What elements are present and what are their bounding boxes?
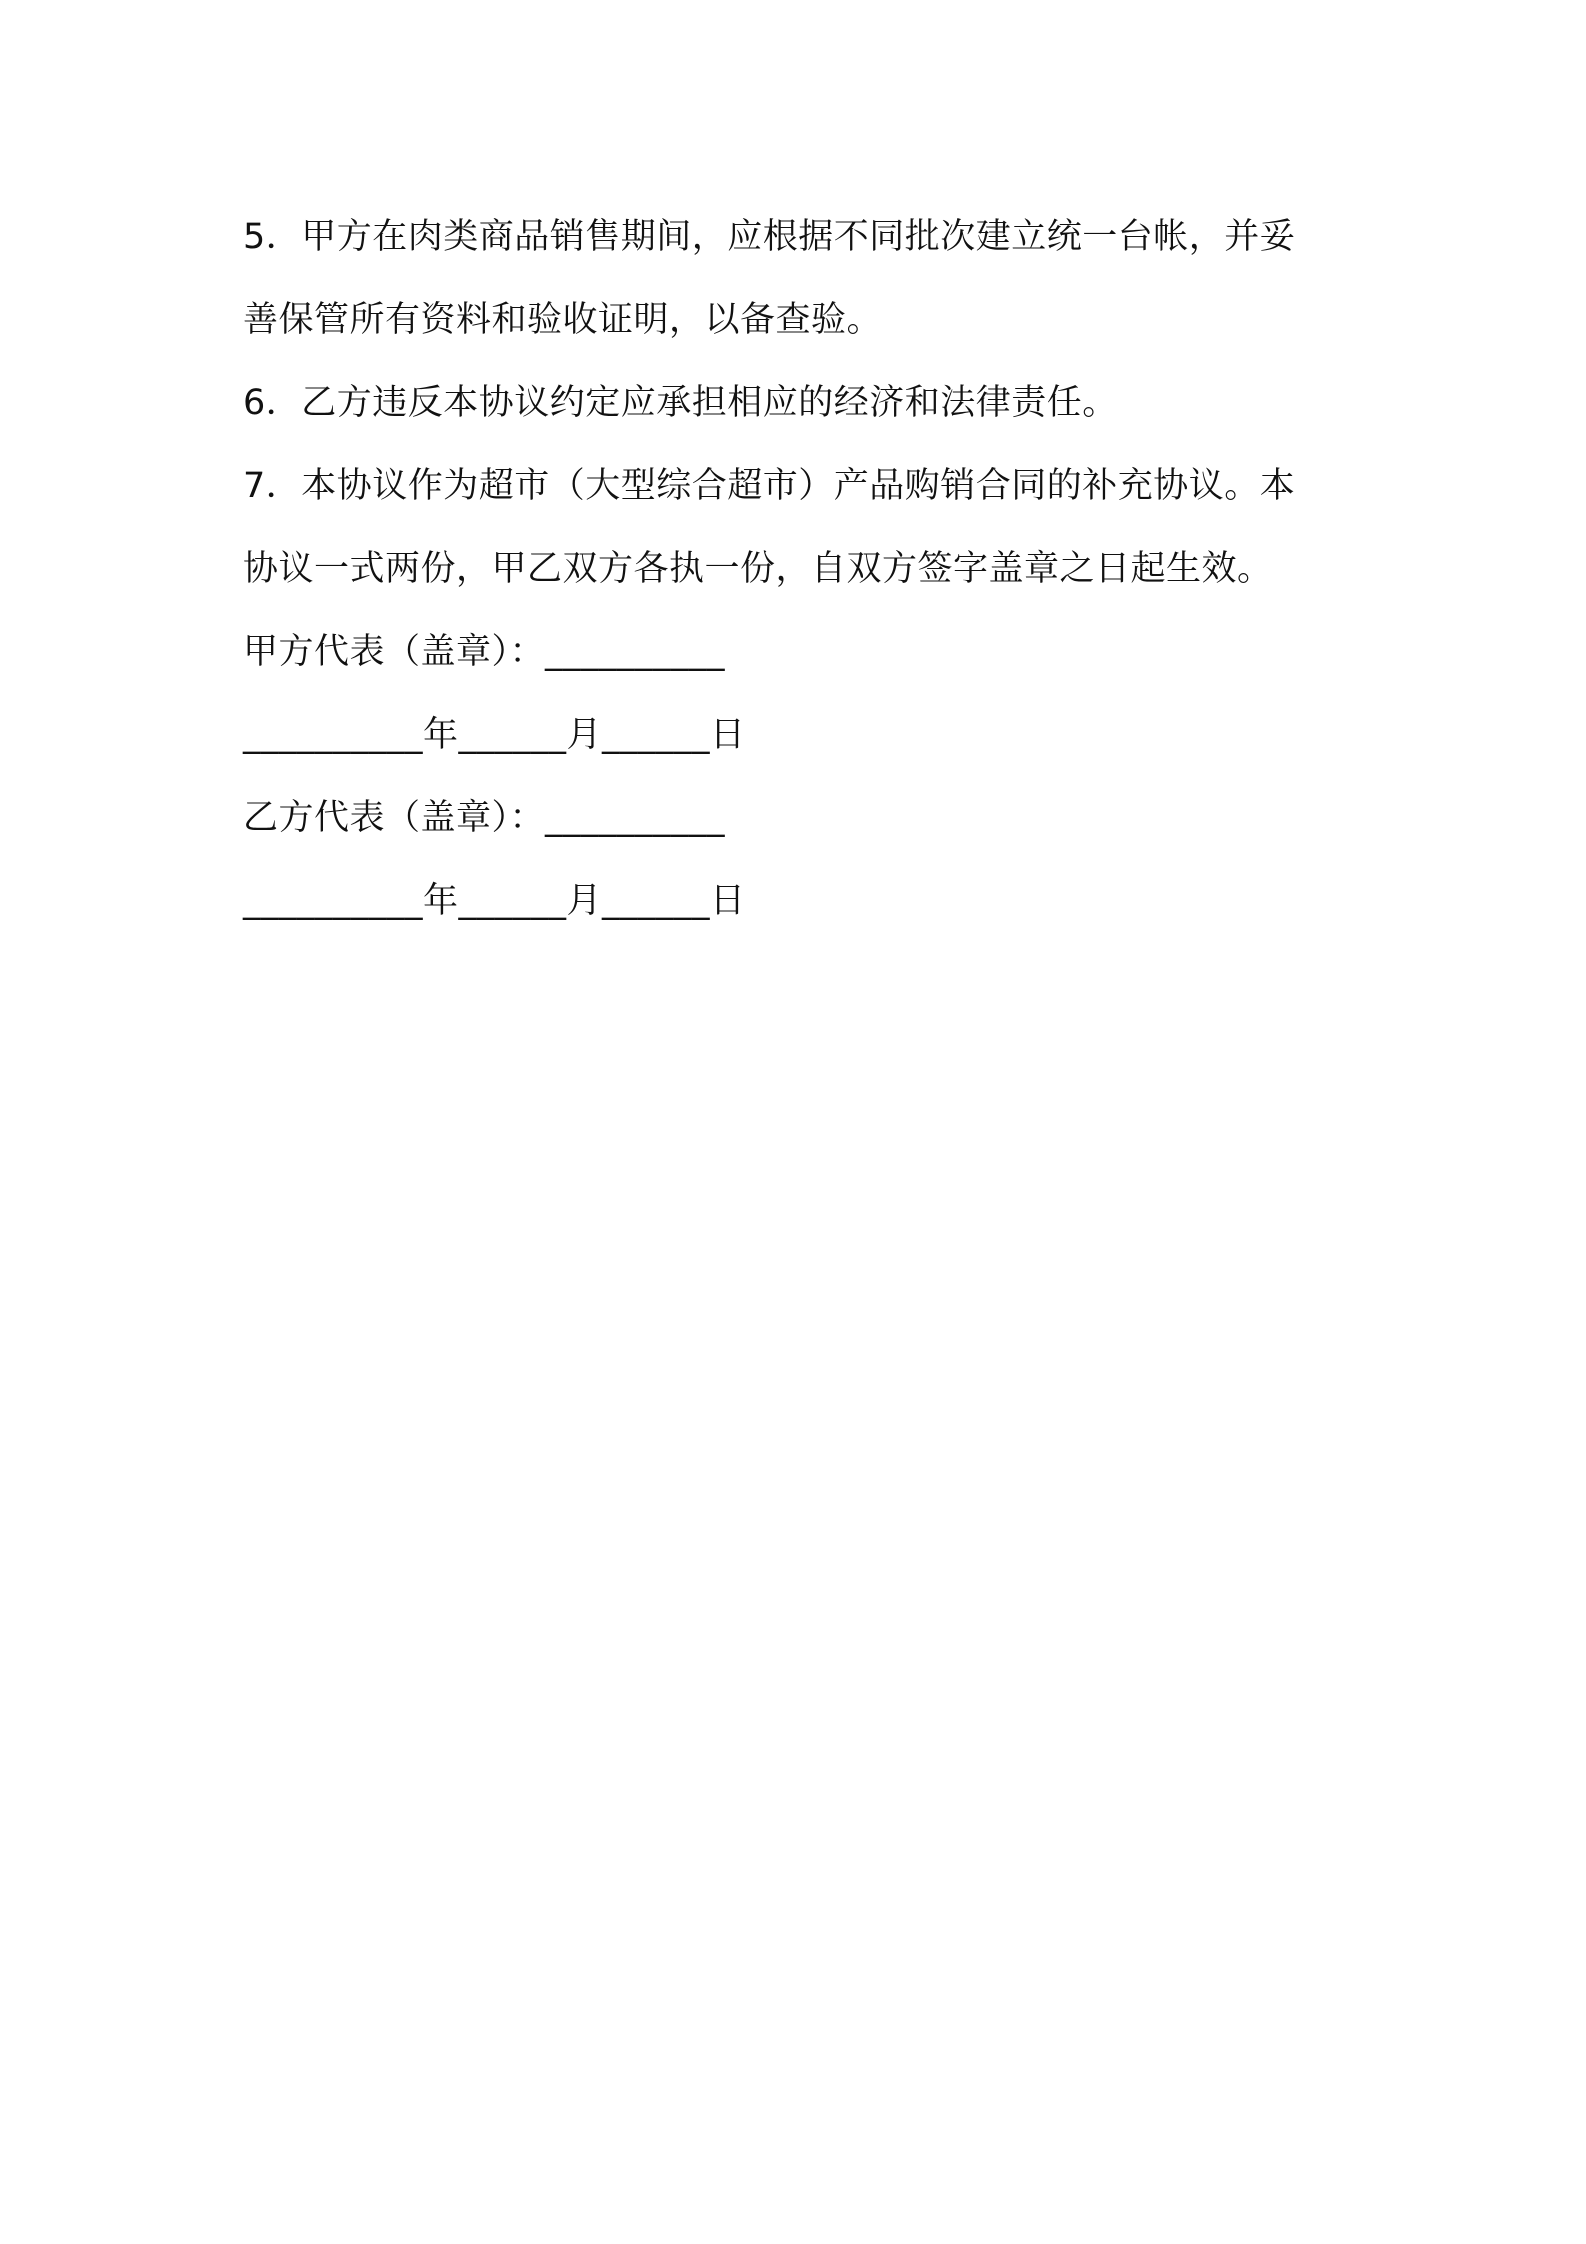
clause-5-line-2: 善保管所有资料和验收证明，以备查验。: [243, 300, 883, 340]
clause-6: 6．乙方违反本协议约定应承担相应的经济和法律责任。: [243, 383, 1118, 423]
party-b-signature: 乙方代表（盖章）：__________: [243, 798, 726, 838]
party-a-date: __________年______月______日: [243, 715, 746, 755]
clause-7-line-2: 协议一式两份，甲乙双方各执一份，自双方签字盖章之日起生效。: [243, 549, 1273, 589]
document-body: [243, 196, 1363, 943]
party-a-signature: 甲方代表（盖章）：__________: [243, 632, 726, 672]
clause-5-line-1: 5．甲方在肉类商品销售期间，应根据不同批次建立统一台帐，并妥: [243, 217, 1296, 257]
party-b-date: __________年______月______日: [243, 881, 746, 921]
clause-7-line-1: 7．本协议作为超市（大型综合超市）产品购销合同的补充协议。本: [243, 466, 1296, 506]
